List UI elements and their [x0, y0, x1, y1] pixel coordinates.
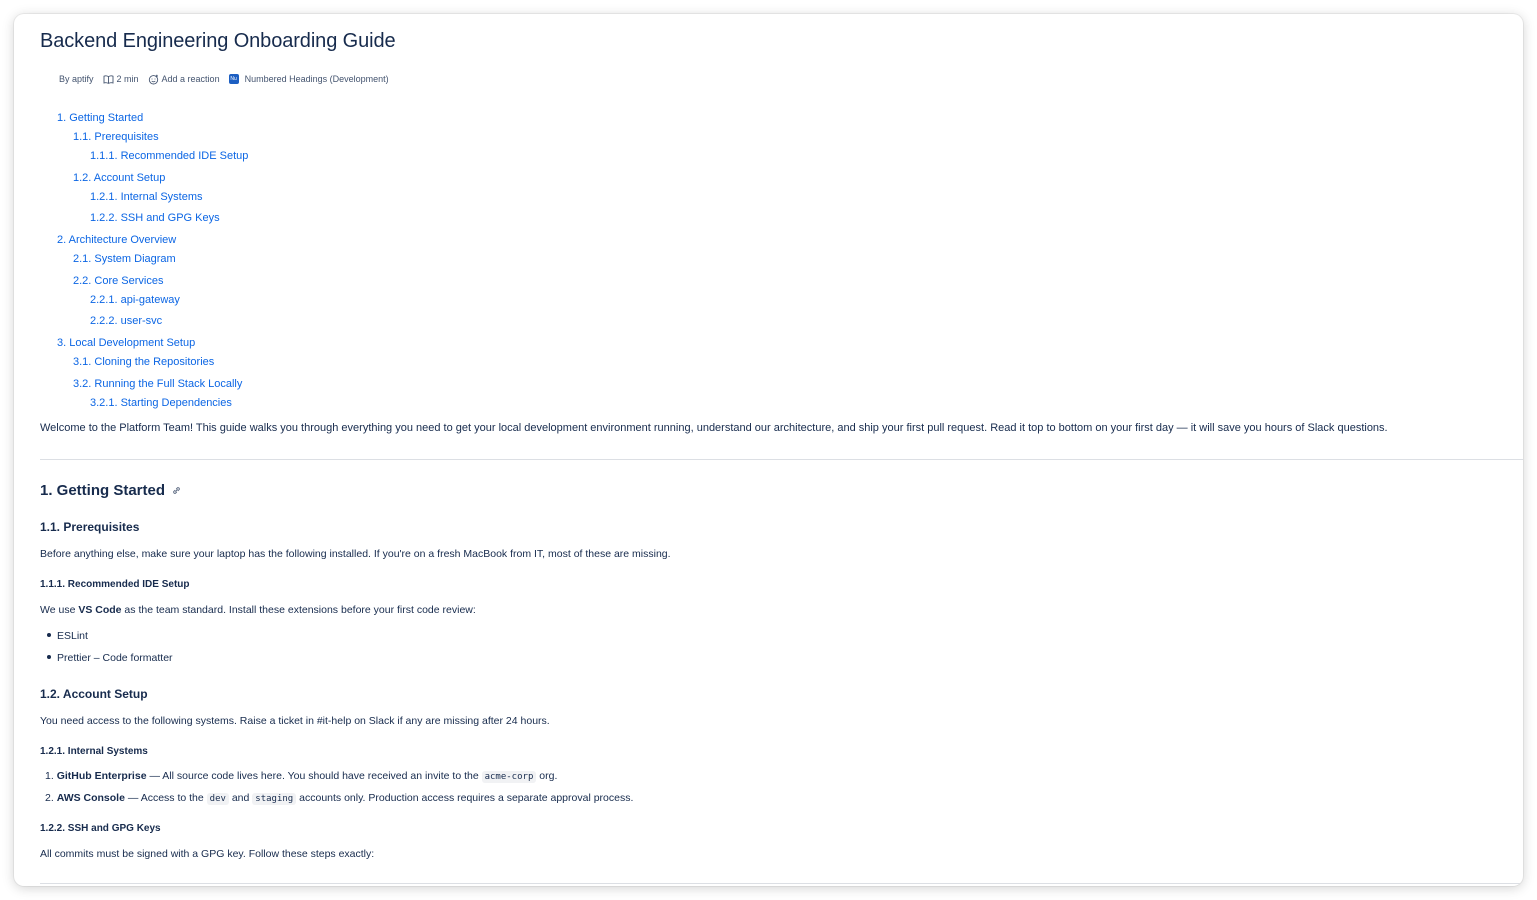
toc-item[interactable]: 1.2. Account Setup — [73, 172, 166, 184]
toc-item[interactable]: 3.1. Cloning the Repositories — [73, 356, 215, 368]
toc-item[interactable]: 2.2.2. user-svc — [90, 315, 163, 327]
list-item-text: Prettier – Code formatter — [57, 652, 173, 664]
author[interactable]: By aptify — [59, 74, 94, 84]
list-item-text: accounts only. Production access requires a separate approval process. — [296, 792, 634, 804]
page-frame — [14, 14, 1523, 886]
app-name: Numbered Headings (Development) — [244, 74, 389, 84]
inline-code: staging — [252, 793, 296, 805]
list-item — [47, 652, 173, 664]
toc-item[interactable]: 2.2. Core Services — [73, 275, 164, 287]
read-time-label: 2 min — [116, 74, 139, 84]
list-item — [47, 630, 88, 642]
link-icon[interactable] — [171, 485, 182, 496]
bullet — [47, 633, 51, 637]
list-item-text: org. — [536, 770, 558, 782]
list-item-text: and — [228, 792, 253, 804]
toc-item[interactable]: 2. Architecture Overview — [57, 234, 177, 246]
ide-text-pre: We use — [40, 604, 79, 616]
book-icon — [103, 75, 114, 84]
heading-prerequisites: 1.1. Prerequisites — [40, 520, 140, 534]
app-badge-icon: Nu — [230, 76, 237, 82]
ssh-paragraph: All commits must be signed with a GPG key. Follow these steps exactly: — [40, 848, 375, 860]
ide-text-post: as the team standard. Install these extensions before your first code review: — [121, 604, 476, 616]
list-number: 2. — [45, 792, 54, 804]
ide-text-bold: VS Code — [78, 604, 122, 616]
inline-code: dev — [207, 793, 229, 805]
content-divider — [40, 883, 1523, 884]
list-item-text: — Access to the — [124, 792, 207, 804]
toc-item[interactable]: 1.1.1. Recommended IDE Setup — [90, 150, 249, 162]
list-item-bold: GitHub Enterprise — [56, 770, 147, 782]
heading-ide-setup: 1.1.1. Recommended IDE Setup — [40, 579, 190, 590]
ide-paragraph — [40, 604, 476, 616]
toc-item[interactable]: 1.2.1. Internal Systems — [90, 191, 203, 203]
heading-text: 1. Getting Started — [40, 482, 166, 499]
heading-internal-systems: 1.2.1. Internal Systems — [40, 746, 148, 757]
read-time — [103, 74, 139, 84]
byline — [59, 72, 398, 86]
toc-item[interactable]: 2.1. System Diagram — [73, 253, 176, 265]
heading-account-setup: 1.2. Account Setup — [40, 687, 148, 701]
bullet — [47, 655, 51, 659]
section-divider — [40, 459, 1523, 460]
toc-item[interactable]: 3. Local Development Setup — [57, 337, 196, 349]
inline-code: acme-corp — [482, 771, 537, 783]
toc-item[interactable]: 1.2.2. SSH and GPG Keys — [90, 212, 220, 224]
heading-getting-started — [40, 482, 182, 499]
add-reaction-label: Add a reaction — [161, 74, 220, 84]
app-indicator[interactable] — [229, 74, 389, 84]
add-reaction-button[interactable] — [148, 74, 220, 85]
list-item-text: — All source code lives here. You should have received an invite to the — [146, 770, 482, 782]
list-number: 1. — [45, 770, 54, 782]
ordered-list-item — [45, 770, 557, 782]
page-title: Backend Engineering Onboarding Guide — [40, 30, 396, 52]
prereq-paragraph: Before anything else, make sure your laptop has the following installed. If you're on a fresh MacBook from IT, most of these are missing. — [40, 548, 671, 560]
intro-paragraph: Welcome to the Platform Team! This guide walks you through everything you need to get your local development environment running, understand our architecture, and ship your first pull request. Read it top to bottom on your first day — it will save you hours of Slack questions. — [40, 422, 1388, 434]
toc-item[interactable]: 1. Getting Started — [57, 112, 144, 124]
emoji-add-icon — [148, 74, 159, 85]
toc-item[interactable]: 3.2. Running the Full Stack Locally — [73, 378, 243, 390]
ordered-list-item — [45, 792, 633, 804]
heading-ssh-gpg: 1.2.2. SSH and GPG Keys — [40, 823, 161, 834]
toc-item[interactable]: 3.2.1. Starting Dependencies — [90, 397, 232, 409]
toc-item[interactable]: 1.1. Prerequisites — [73, 131, 159, 143]
toc-item[interactable]: 2.2.1. api-gateway — [90, 294, 180, 306]
account-paragraph: You need access to the following systems. Raise a ticket in #it-help on Slack if any are missing after 24 hours. — [40, 715, 550, 727]
list-item-bold: AWS Console — [56, 792, 125, 804]
list-item-text: ESLint — [57, 630, 88, 642]
